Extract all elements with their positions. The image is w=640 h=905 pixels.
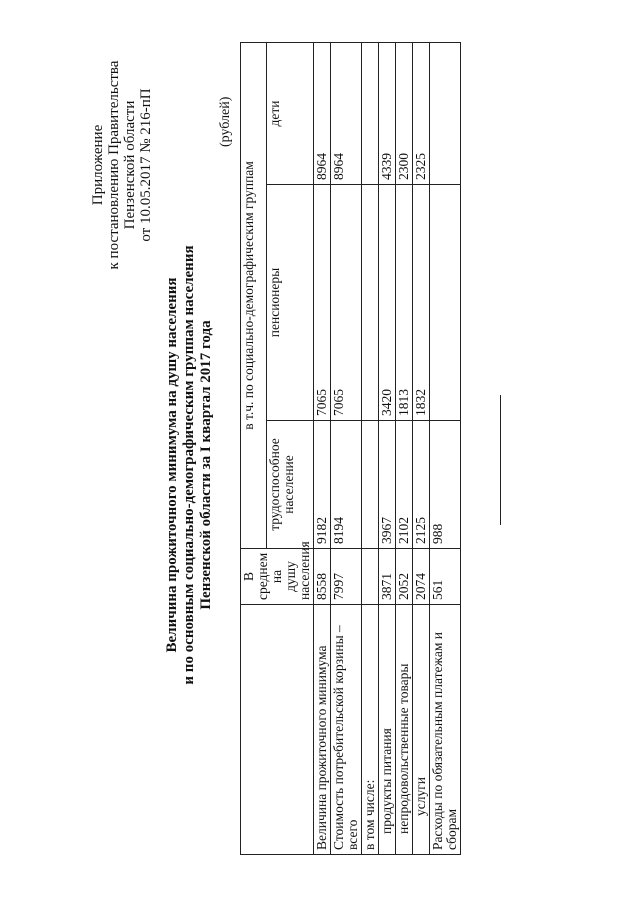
separator-line [500,395,501,525]
header-groups: в т.ч. по социально-демографическим группам [241,42,267,548]
value-children: 4339 [379,42,396,184]
header-pensioners: пенсионеры [266,185,313,421]
table-row [430,42,461,854]
value-average: 7997 [331,549,362,605]
value-working: 9182 [314,421,331,549]
header-working: трудоспособное население [266,421,313,549]
title-line: Пензенской области за I квартал 2017 года [198,320,214,610]
row-label-line: всего [345,819,360,850]
row-label: непродовольственные товары [396,605,413,855]
row-label [430,605,461,855]
value-pensioners: 1813 [396,185,413,421]
header-row [241,42,267,854]
value-average: 2074 [413,549,430,605]
row-label: Величина прожиточного минимума [314,605,331,855]
row-label [331,605,362,855]
subsistence-table [240,42,461,855]
value-average [362,549,379,605]
value-average: 2052 [396,549,413,605]
value-pensioners [430,185,461,421]
appendix-line: Приложение [90,124,106,206]
table-row [331,42,362,854]
value-working: 3967 [379,421,396,549]
value-average: 8558 [314,549,331,605]
value-working: 2125 [413,421,430,549]
value-pensioners: 1832 [413,185,430,421]
value-children: 2325 [413,42,430,184]
table-row [379,42,396,854]
value-pensioners: 3420 [379,185,396,421]
header-average: В среднем на душу населения [241,549,314,605]
appendix-line: к постановлению Правительства [106,60,122,270]
value-average: 561 [430,549,461,605]
value-working: 988 [430,421,461,549]
header-children: дети [266,42,313,184]
row-label: услуги [413,605,430,855]
value-children: 8964 [331,42,362,184]
table-row [362,42,379,854]
header-empty-cell [241,605,314,855]
value-working: 8194 [331,421,362,549]
value-working [362,421,379,549]
value-children [430,42,461,184]
value-children: 2300 [396,42,413,184]
value-pensioners: 7065 [331,185,362,421]
title-line: Величина прожиточного минимума на душу населения [164,277,180,653]
appendix-line: от 10.05.2017 № 216-пП [138,88,154,242]
row-label-line: Стоимость потребительской корзины – [331,625,346,850]
table-row [314,42,331,854]
value-pensioners: 7065 [314,185,331,421]
row-label-line: Расходы по обязательным платежам и [430,632,445,850]
appendix-line: Пензенской области [122,100,138,230]
appendix-block [90,15,154,315]
value-average: 3871 [379,549,396,605]
table-row [396,42,413,854]
value-children: 8964 [314,42,331,184]
value-pensioners [362,185,379,421]
row-label: продукты питания [379,605,396,855]
table-row [413,42,430,854]
title-line: и по основным социально-демографическим группам населения [181,245,197,685]
document-title [164,165,215,765]
row-label-line: сборам [444,808,459,850]
value-children [362,42,379,184]
row-label: в том числе: [362,605,379,855]
units-label: (рублей) [218,96,233,147]
value-working: 2102 [396,421,413,549]
